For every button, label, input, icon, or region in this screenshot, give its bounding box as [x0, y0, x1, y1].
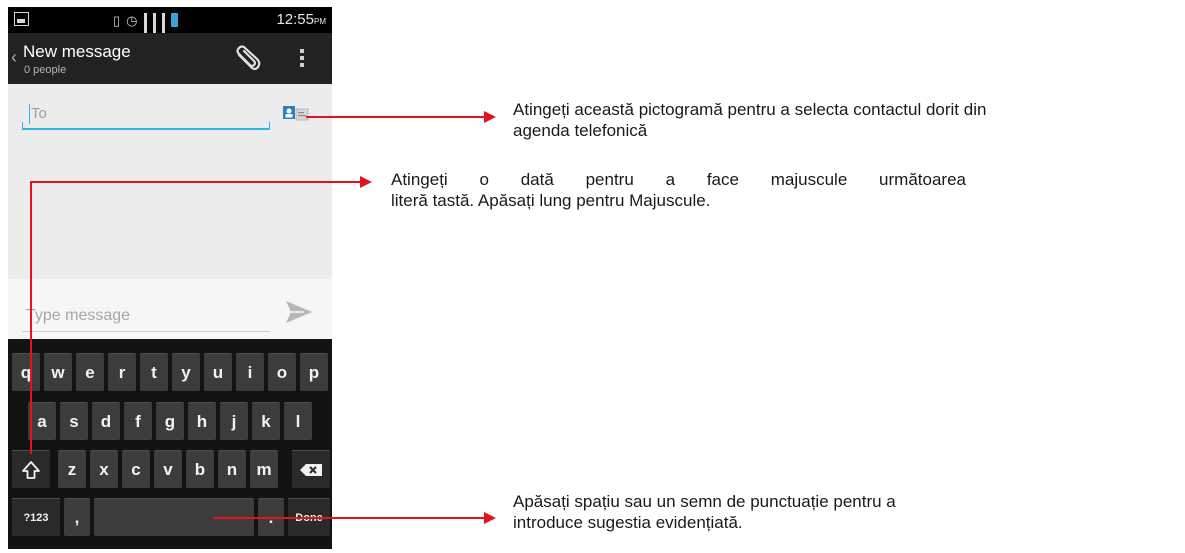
key-f[interactable]: f [124, 402, 152, 440]
key-n[interactable]: n [218, 450, 246, 488]
gallery-notification-icon [14, 12, 29, 26]
callout-shift-key-line-1: Atingeți o dată pentru a face majuscule următoarea [391, 170, 966, 189]
shift-key[interactable] [12, 450, 50, 488]
key-m[interactable]: m [250, 450, 278, 488]
battery-icon [171, 13, 178, 27]
status-icons [113, 10, 178, 30]
action-bar-subtitle: 0 people [24, 64, 67, 76]
message-input-underline [22, 331, 270, 332]
callout-contact-picker-line-2: agenda telefonică [513, 121, 648, 140]
key-q[interactable]: q [12, 353, 40, 391]
key-h[interactable]: h [188, 402, 216, 440]
status-bar [8, 7, 332, 33]
key-w[interactable]: w [44, 353, 72, 391]
callout-space-key-line-1: Apăsați spațiu sau un semn de punctuație pentru a [513, 492, 896, 511]
key-s[interactable]: s [60, 402, 88, 440]
key-p[interactable]: p [300, 353, 328, 391]
key-c[interactable]: c [122, 450, 150, 488]
keyboard-row-2 [8, 402, 332, 442]
key-a[interactable]: a [28, 402, 56, 440]
arrow-contact-picker [306, 111, 496, 123]
key-e[interactable]: e [76, 353, 104, 391]
signal-sim2-icon [162, 13, 165, 27]
signal-sim1-icon [153, 13, 156, 27]
keyboard-row-4 [8, 498, 332, 538]
period-key[interactable]: . [258, 498, 284, 536]
callout-space-key [513, 491, 1073, 533]
callout-shift-key [391, 169, 981, 211]
attachment-paperclip-icon[interactable] [233, 45, 263, 73]
done-key[interactable]: Done [288, 498, 330, 536]
recipient-area [8, 84, 332, 279]
wifi-icon [144, 13, 147, 27]
alarm-icon: ◷ [126, 12, 138, 28]
callout-contact-picker-line-1: Atingeți această pictogramă pentru a selecta contactul dorit din [513, 100, 987, 119]
message-input[interactable]: Type message [26, 307, 131, 324]
contact-picker-icon[interactable] [282, 104, 310, 122]
clock-ampm: PM [314, 17, 326, 26]
keyboard-row-1 [8, 353, 332, 393]
callout-space-key-line-2: introduce sugestia evidențiată. [513, 513, 743, 532]
key-u[interactable]: u [204, 353, 232, 391]
message-composer [8, 279, 332, 339]
text-cursor [29, 104, 30, 124]
key-d[interactable]: d [92, 402, 120, 440]
comma-key[interactable]: , [64, 498, 90, 536]
soft-keyboard [8, 339, 332, 549]
action-bar [8, 33, 332, 84]
keyboard-row-3 [8, 450, 332, 490]
status-clock [276, 11, 326, 28]
shift-arrow-icon [21, 460, 41, 480]
to-field[interactable] [22, 102, 270, 130]
callout-contact-picker [513, 99, 1183, 141]
key-j[interactable]: j [220, 402, 248, 440]
send-icon[interactable] [284, 299, 314, 325]
key-g[interactable]: g [156, 402, 184, 440]
overflow-menu-icon[interactable] [300, 49, 306, 71]
key-z[interactable]: z [58, 450, 86, 488]
callout-shift-key-line-2: literă tastă. Apăsați lung pentru Majuscule. [391, 191, 711, 210]
key-b[interactable]: b [186, 450, 214, 488]
backspace-icon [299, 463, 323, 477]
space-key[interactable] [94, 498, 254, 536]
key-t[interactable]: t [140, 353, 168, 391]
key-i[interactable]: i [236, 353, 264, 391]
key-o[interactable]: o [268, 353, 296, 391]
phone-screen [8, 7, 332, 549]
key-x[interactable]: x [90, 450, 118, 488]
vibrate-icon: ▯ [113, 12, 121, 28]
key-k[interactable]: k [252, 402, 280, 440]
key-r[interactable]: r [108, 353, 136, 391]
action-bar-title: New message [23, 42, 131, 61]
delete-key[interactable] [292, 450, 330, 488]
key-v[interactable]: v [154, 450, 182, 488]
to-placeholder: To [31, 105, 47, 122]
clock-time: 12:55 [276, 11, 314, 28]
back-chevron-icon[interactable]: ‹ [11, 47, 17, 67]
key-l[interactable]: l [284, 402, 312, 440]
key-y[interactable]: y [172, 353, 200, 391]
symbols-key[interactable]: ?123 [12, 498, 60, 536]
